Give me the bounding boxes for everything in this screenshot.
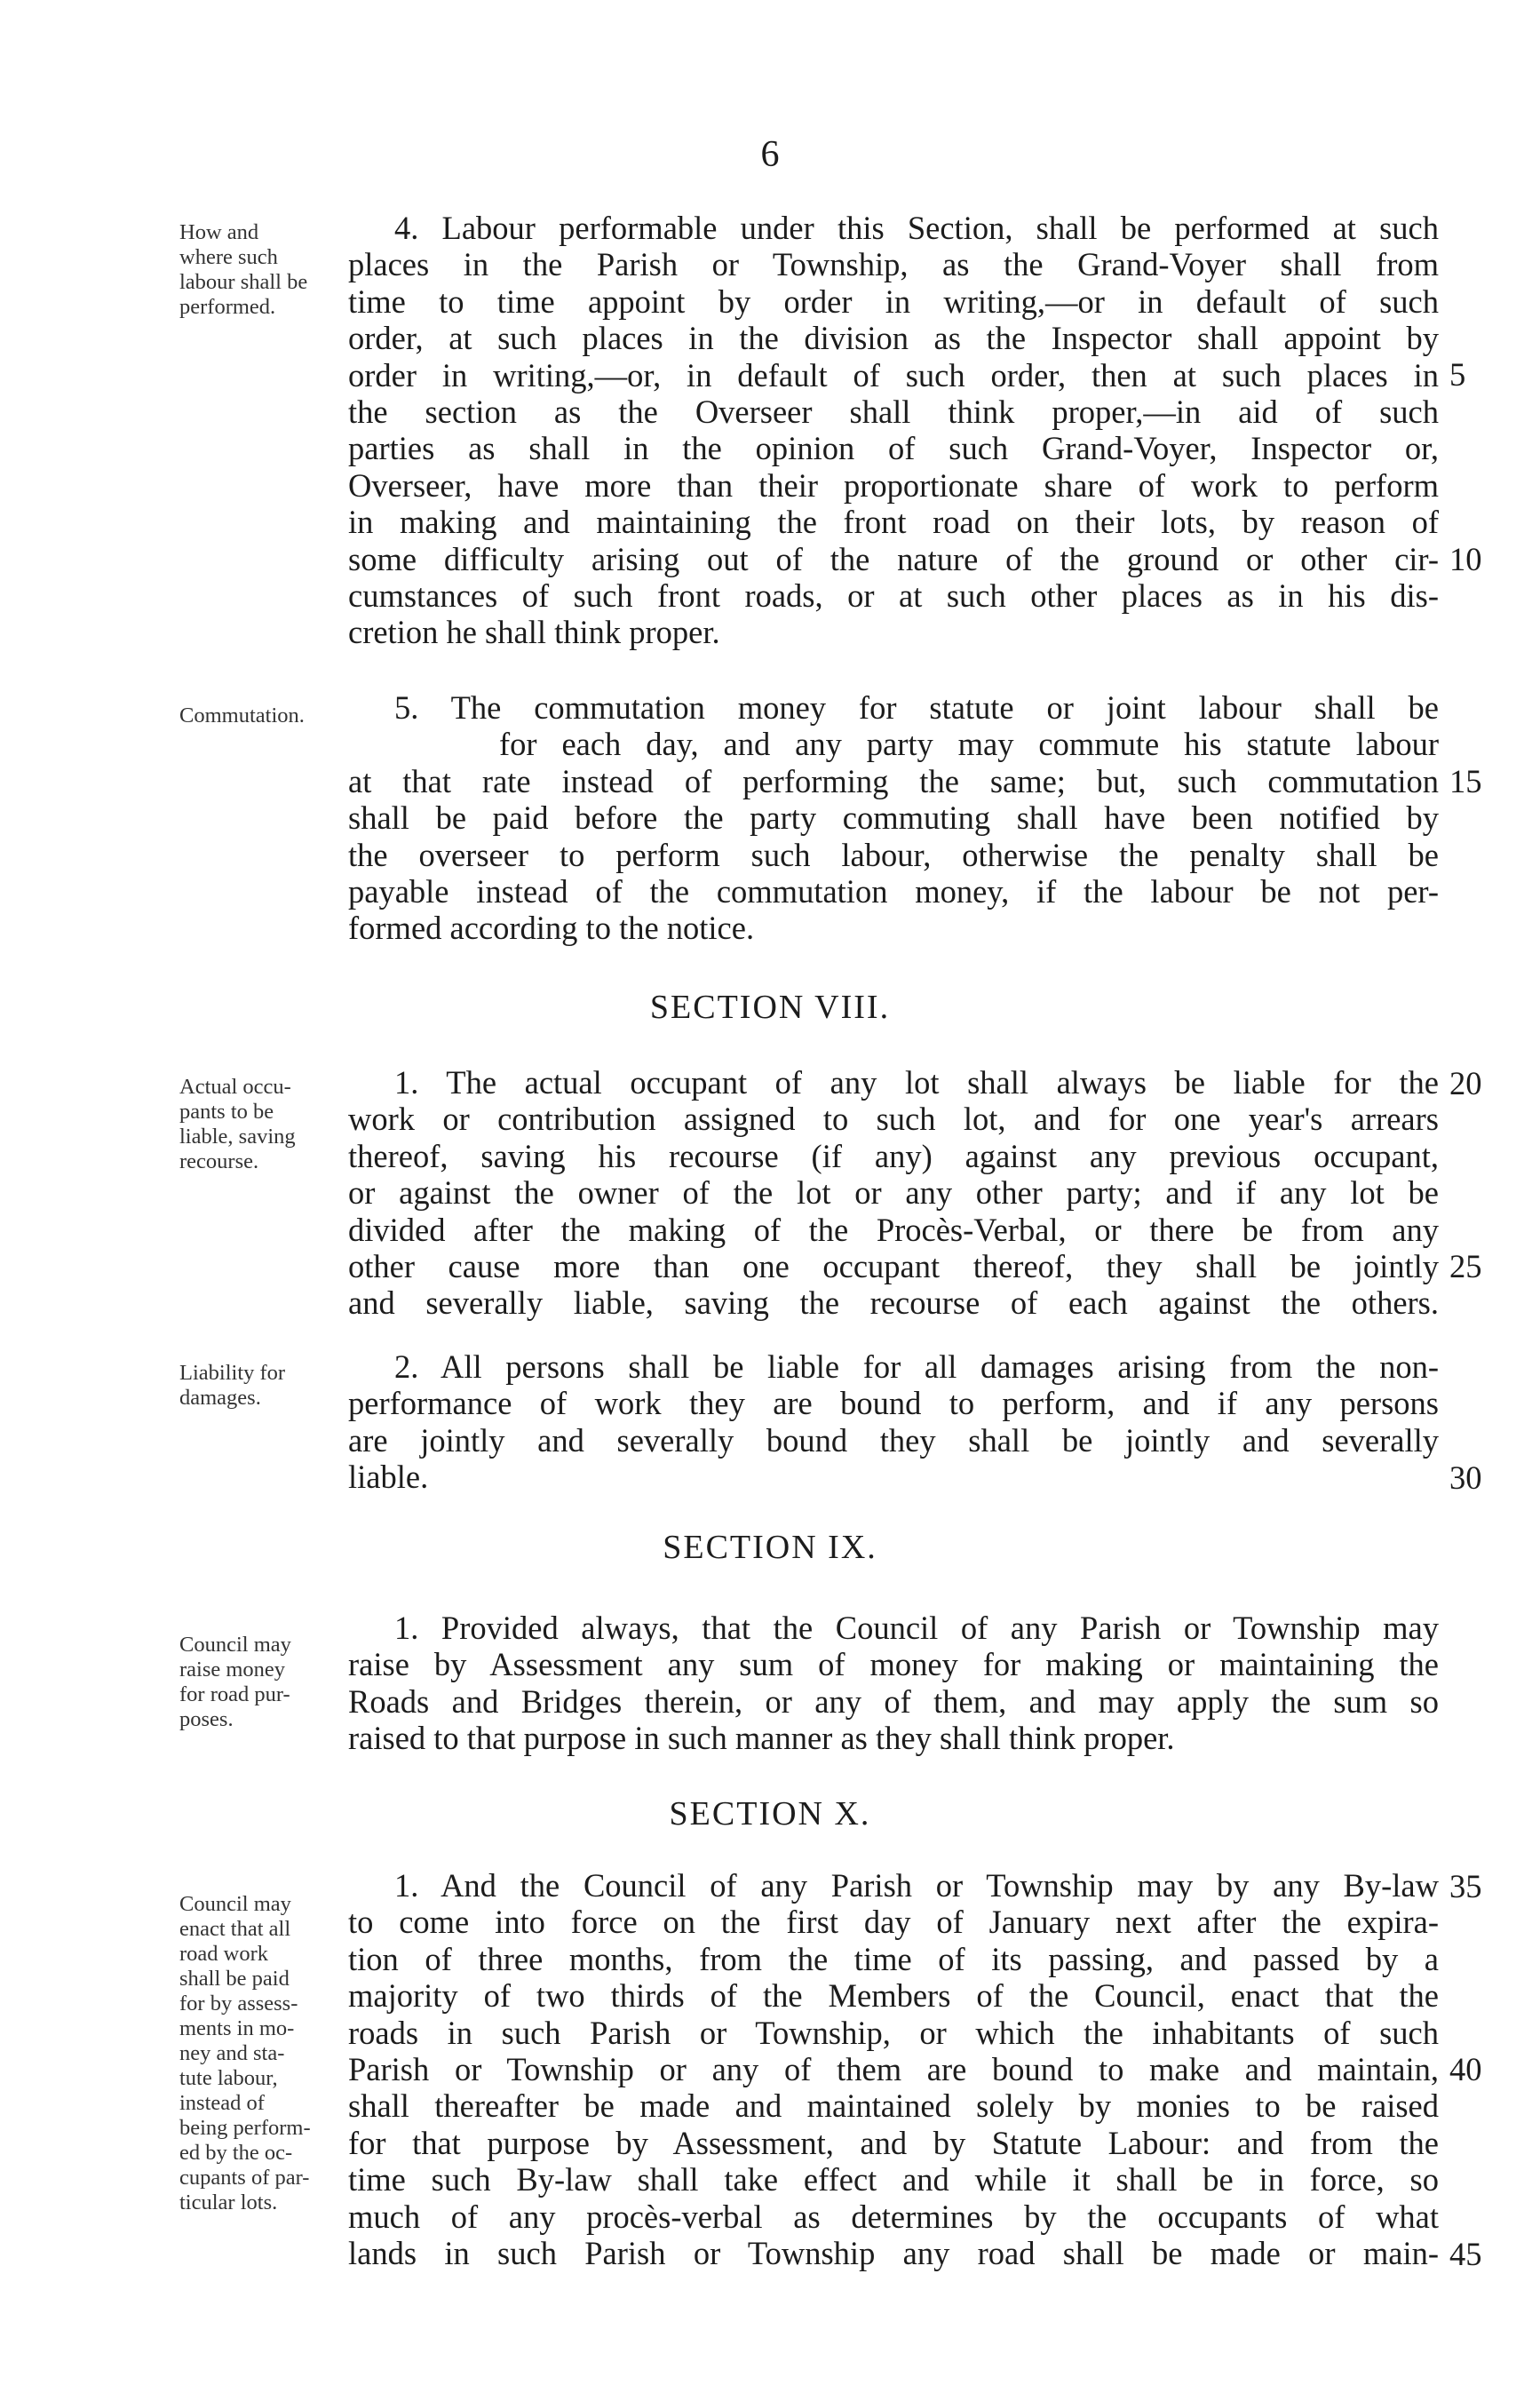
text-line: time such By-law shall take effect and while it shall be in force, so — [348, 2161, 1439, 2198]
margin-note-line: for by assess- — [179, 1992, 298, 2015]
text-line: majority of two thirds of the Members of the Council, enact that the — [348, 1977, 1439, 2015]
margin-note-line: How and — [179, 220, 259, 244]
line-number: 20 — [1449, 1065, 1482, 1101]
text-line: cumstances of such front roads, or at such other places as in his dis- — [348, 576, 1439, 614]
text-line: thereof, saving his recourse (if any) against any previous occupant, — [348, 1137, 1439, 1174]
text-line: Parish or Township or any of them are bound to make and maintain, — [348, 2050, 1439, 2087]
text-line: formed according to the notice. — [348, 910, 755, 947]
text-line: to come into force on the first day of January next after the expira- — [348, 1904, 1439, 1941]
text-line: shall thereafter be made and maintained solely by monies to be raised — [348, 2087, 1439, 2125]
margin-note-line: where such — [179, 245, 278, 269]
text-line: raised to that purpose in such manner as they shall think proper. — [348, 1720, 1175, 1757]
margin-note-line: ments in mo- — [179, 2016, 295, 2040]
text-line: for that purpose by Assessment, and by Statute Labour: and from the — [348, 2124, 1439, 2161]
text-line: work or contribution assigned to such lot, and for one year's arrears — [348, 1101, 1439, 1138]
text-line: 5. The commutation money for statute or joint labour shall be — [394, 689, 1439, 726]
text-line: 4. Labour performable under this Section, shall be performed at such — [394, 210, 1439, 246]
text-line: some difficulty arising out of the nature of the ground or other cir- — [348, 540, 1439, 577]
margin-note-line: Actual occu- — [179, 1075, 291, 1099]
text-line: cretion he shall think proper. — [348, 614, 720, 651]
text-line: for each day, and any party may commute his statute labour — [499, 726, 1439, 763]
paragraph-council-bylaw — [348, 1867, 1439, 2271]
text-line: liable. — [348, 1459, 429, 1496]
line-number: 30 — [1449, 1459, 1482, 1496]
text-line: roads in such Parish or Township, or which the inhabitants of such — [348, 2014, 1439, 2051]
paragraph-commutation — [348, 689, 1439, 947]
margin-note-line: tute labour, — [179, 2066, 278, 2090]
text-line: places in the Parish or Township, as the Grand-Voyer shall from — [348, 246, 1439, 283]
paragraph-liability — [348, 1348, 1439, 1496]
text-line: shall be paid before the party commuting shall have been notified by — [348, 799, 1439, 837]
text-line: in making and maintaining the front road on their lots, by reason of — [348, 504, 1439, 541]
margin-note-liability — [179, 1361, 344, 1411]
line-number: 25 — [1449, 1248, 1482, 1284]
section-heading-viii: SECTION VIII. — [649, 989, 891, 1026]
section-heading-x: SECTION X. — [669, 1795, 871, 1833]
text-line: the section as the Overseer shall think proper,—in aid of such — [348, 393, 1439, 430]
text-line: much of any procès-verbal as determines by the occupants of what — [348, 2198, 1439, 2235]
margin-note-line: shall be paid — [179, 1967, 290, 1991]
text-line: parties as shall in the opinion of such Grand-Voyer, Inspector or, — [348, 430, 1439, 467]
text-line: time to time appoint by order in writing,—or in default of such — [348, 282, 1439, 320]
text-line: tion of three months, from the time of its passing, and passed by a — [348, 1940, 1439, 1977]
line-number: 5 — [1449, 356, 1466, 393]
margin-note-line: performed. — [179, 295, 276, 319]
margin-note-how-and-where — [179, 220, 344, 320]
margin-note-line: ed by the oc- — [179, 2141, 293, 2165]
text-line: 1. And the Council of any Parish or Township may by any By-law — [394, 1867, 1439, 1904]
text-line: divided after the making of the Procès-Verbal, or there be from any — [348, 1211, 1439, 1248]
margin-note-line: cupants of par- — [179, 2166, 310, 2190]
margin-note-actual-occupants — [179, 1075, 344, 1174]
margin-note-line: ticular lots. — [179, 2190, 278, 2214]
page-number: 6 — [760, 134, 780, 175]
line-number: 35 — [1449, 1868, 1482, 1904]
margin-note-line: Liability for — [179, 1361, 286, 1385]
margin-note-council-raise-money — [179, 1633, 344, 1732]
paragraph-council-assessment — [348, 1610, 1439, 1757]
text-line: the overseer to perform such labour, otherwise the penalty shall be — [348, 836, 1439, 873]
margin-note-line: instead of — [179, 2091, 265, 2115]
line-number: 45 — [1449, 2236, 1482, 2272]
paragraph-labour-performed — [348, 210, 1439, 651]
margin-note-line: raise money — [179, 1658, 286, 1681]
margin-note-line: poses. — [179, 1707, 234, 1731]
margin-note-line: labour shall be — [179, 270, 308, 294]
text-line: lands in such Parish or Township any road shall be made or main- — [348, 2234, 1439, 2271]
text-line: are jointly and severally bound they shall be jointly and severally — [348, 1421, 1439, 1459]
paragraph-actual-occupant — [348, 1064, 1439, 1322]
margin-note-line: Commutation. — [179, 704, 305, 727]
text-line: order in writing,—or, in default of such order, then at such places in — [348, 356, 1439, 394]
margin-note-line: liable, saving — [179, 1125, 296, 1149]
margin-note-line: for road pur- — [179, 1682, 290, 1706]
line-number: 40 — [1449, 2051, 1482, 2087]
margin-note-line: enact that all — [179, 1917, 291, 1941]
text-line: 2. All persons shall be liable for all damages arising from the non- — [394, 1348, 1439, 1385]
margin-note-line: recourse. — [179, 1149, 259, 1173]
text-line: raise by Assessment any sum of money for making or maintaining the — [348, 1646, 1439, 1683]
margin-note-line: being perform- — [179, 2116, 311, 2140]
text-line: payable instead of the commutation money, if the labour be not per- — [348, 872, 1439, 910]
text-line: order, at such places in the division as the Inspector shall appoint by — [348, 320, 1439, 357]
text-line: or against the owner of the lot or any other party; and if any lot be — [348, 1174, 1439, 1212]
margin-note-line: pants to be — [179, 1100, 274, 1124]
line-number: 15 — [1449, 763, 1482, 799]
text-line: 1. The actual occupant of any lot shall always be liable for the — [394, 1064, 1439, 1101]
margin-note-commutation — [179, 704, 344, 728]
margin-note-line: damages. — [179, 1386, 261, 1410]
margin-note-line: road work — [179, 1942, 269, 1966]
margin-note-council-enact — [179, 1892, 344, 2215]
margin-note-line: ney and sta- — [179, 2041, 285, 2065]
margin-note-line: Council may — [179, 1892, 291, 1916]
text-line: and severally liable, saving the recourse of each against the others. — [348, 1284, 1439, 1322]
text-line: performance of work they are bound to perform, and if any persons — [348, 1385, 1439, 1422]
text-line: Overseer, have more than their proportionate share of work to perform — [348, 466, 1439, 504]
margin-note-line: Council may — [179, 1633, 291, 1657]
text-line: 1. Provided always, that the Council of any Parish or Township may — [394, 1610, 1439, 1646]
text-line: other cause more than one occupant thereof, they shall be jointly — [348, 1247, 1439, 1284]
line-number: 10 — [1449, 541, 1482, 577]
text-line: Roads and Bridges therein, or any of them, and may apply the sum so — [348, 1682, 1439, 1720]
text-line: at that rate instead of performing the same; but, such commutation — [348, 762, 1439, 799]
section-heading-ix: SECTION IX. — [663, 1529, 877, 1566]
